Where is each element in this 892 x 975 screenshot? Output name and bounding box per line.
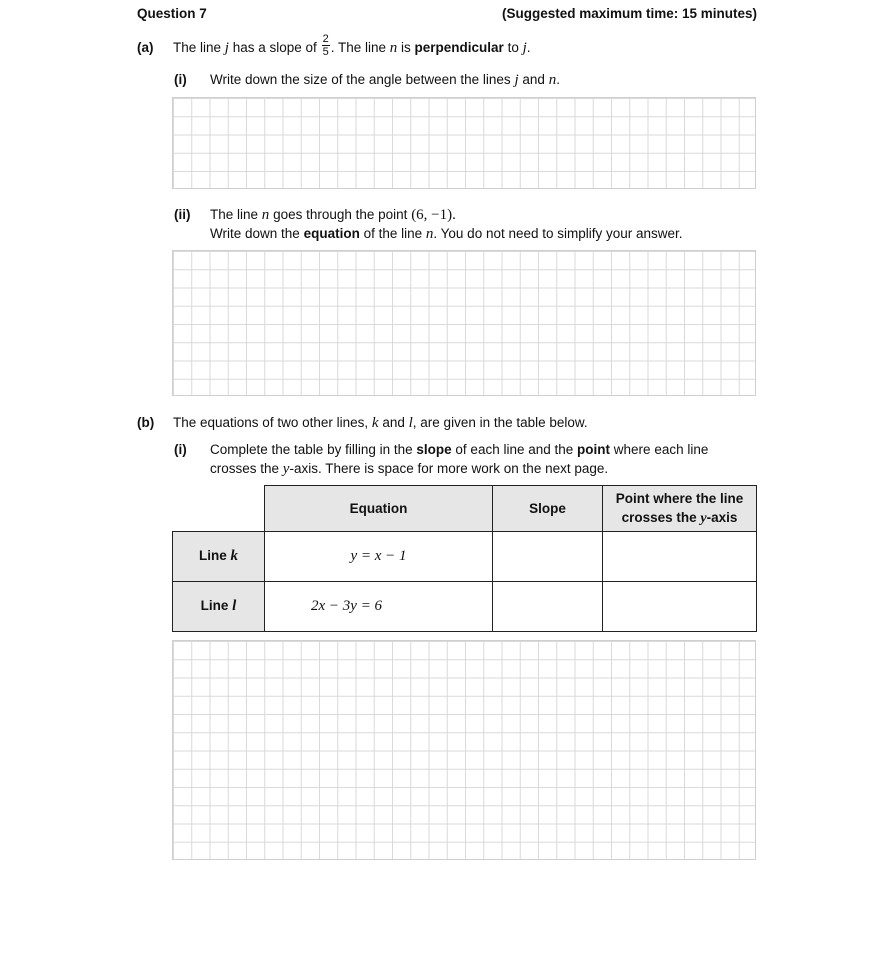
header-point-line1: Point where the line [615, 491, 744, 506]
header-equation: Equation [265, 486, 493, 532]
var-j: j [224, 40, 229, 56]
part-b-i-text-2: of each line and the [455, 442, 574, 457]
part-a-ii-text-line2 [210, 225, 683, 243]
var-j-3: j [514, 72, 519, 88]
answer-grid-b-i[interactable] [172, 640, 756, 860]
header-point-line2-text: crosses the [621, 510, 697, 525]
part-a-text [173, 31, 531, 65]
part-a-text-6: . [526, 40, 531, 55]
question-title: Question 7 [137, 6, 207, 21]
part-a-label: (a) [137, 40, 154, 55]
table-row [173, 582, 757, 632]
slope-numerator: 2 [322, 33, 329, 45]
slope-word: slope [416, 442, 452, 457]
part-a-i-text-3: . [556, 72, 560, 87]
row-label-var-k: k [230, 548, 239, 564]
header-point [603, 486, 757, 532]
row-label-l [173, 582, 265, 632]
table-corner [173, 486, 265, 532]
part-a-i-label: (i) [174, 72, 187, 87]
part-b-text-2: and [382, 415, 405, 430]
part-a-i-text-1: Write down the size of the angle between the lines [210, 72, 511, 87]
header-var-y: y [700, 511, 707, 526]
part-b-text-3: , are given in the table below. [412, 415, 588, 430]
slope-denominator: 5 [322, 46, 329, 58]
slope-fraction [322, 34, 330, 58]
lines-table [172, 485, 757, 632]
part-a-text-5: to [507, 40, 519, 55]
part-a-text-3: . The line [330, 40, 386, 55]
part-a-text-2: has a slope of [232, 40, 317, 55]
table-row [173, 532, 757, 582]
equation-cell-l: 2x − 3y = 6 [265, 582, 493, 632]
row-label-text: Line [198, 548, 227, 563]
row-label-k [173, 532, 265, 582]
part-b-label: (b) [137, 415, 155, 430]
part-b-i-text-line2 [210, 460, 608, 478]
var-y: y [282, 461, 290, 477]
point-cell-k[interactable] [603, 532, 757, 582]
perpendicular-word: perpendicular [414, 40, 504, 55]
part-a-ii-line2-text-1: Write down the [210, 226, 300, 241]
part-a-ii-label: (ii) [174, 207, 191, 222]
answer-grid-a-i[interactable] [172, 97, 756, 189]
var-l: l [408, 415, 413, 431]
point-word: point [577, 442, 611, 457]
table-header-row [173, 486, 757, 532]
part-a-ii-text-1: The line [210, 207, 259, 222]
part-b-i-line2-text-1: crosses the [210, 461, 280, 476]
part-a-i-text-2: and [522, 72, 545, 87]
part-a-ii-line2-text-2: of the line [363, 226, 423, 241]
equation-word: equation [303, 226, 360, 241]
part-b-i-text-3: where each line [613, 442, 709, 457]
var-n-2: n [548, 72, 557, 88]
slope-cell-k[interactable] [493, 532, 603, 582]
part-b-i-text-1: Complete the table by filling in the [210, 442, 413, 457]
part-a-ii-line2-text-3: . You do not need to simplify your answer. [433, 226, 683, 241]
time-note: (Suggested maximum time: 15 minutes) [502, 6, 758, 21]
var-n-3: n [261, 207, 270, 223]
header-point-line2 [603, 508, 756, 528]
part-b-text-1: The equations of two other lines, [173, 415, 369, 430]
part-b-i-line2-text-2: -axis. There is space for more work on the next page. [289, 461, 609, 476]
row-label-text: Line [200, 598, 229, 613]
part-b-text [173, 414, 588, 432]
part-a-text-1: The line [173, 40, 222, 55]
part-b-i-text-line1 [210, 441, 708, 459]
part-a-i-text [210, 71, 560, 89]
point-coordinates: (6, −1). [411, 207, 456, 223]
part-a-text-4: is [401, 40, 411, 55]
var-k: k [371, 415, 379, 431]
part-a-ii-text-line1 [210, 206, 456, 224]
var-j-2: j [522, 40, 527, 56]
header-point-line2-suffix: -axis [706, 510, 738, 525]
point-cell-l[interactable] [603, 582, 757, 632]
equation-cell-k: y = x − 1 [265, 532, 493, 582]
var-n-4: n [425, 226, 434, 242]
slope-cell-l[interactable] [493, 582, 603, 632]
row-label-var-l: l [232, 598, 237, 614]
var-n: n [389, 40, 398, 56]
header-slope: Slope [493, 486, 603, 532]
part-a-ii-text-2: goes through the point [273, 207, 408, 222]
part-b-i-label: (i) [174, 442, 187, 457]
answer-grid-a-ii[interactable] [172, 250, 756, 396]
